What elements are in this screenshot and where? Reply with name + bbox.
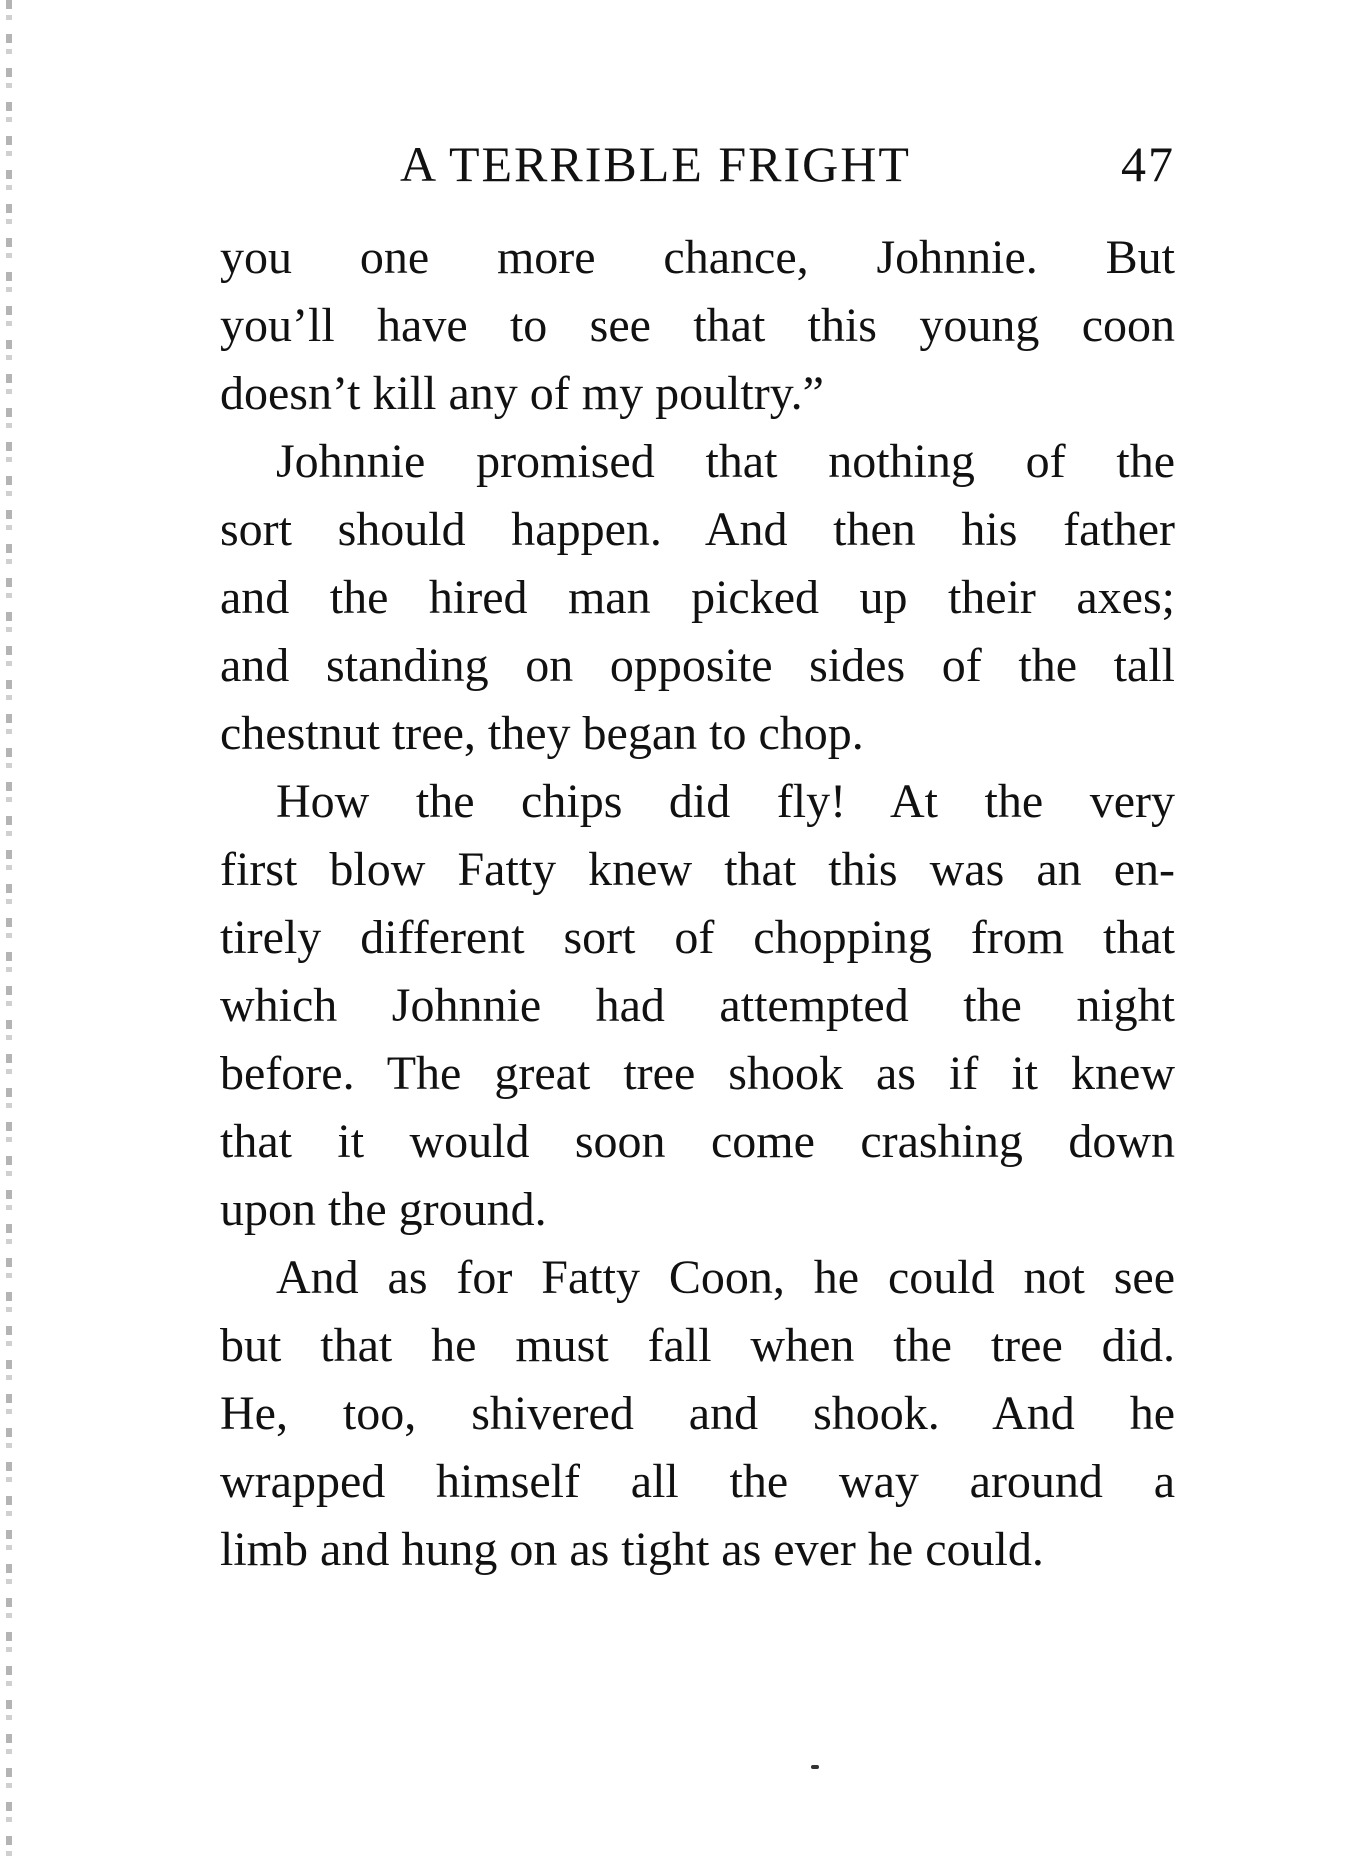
text-line: He, too, shivered and shook. And he — [220, 1387, 1175, 1440]
text-line: sort should happen. And then his father — [220, 503, 1175, 556]
text-line: you’ll have to see that this young coon — [220, 299, 1175, 352]
text-line: that it would soon come crashing down — [220, 1115, 1175, 1168]
paragraph — [220, 428, 1175, 768]
text-line: and standing on opposite sides of the tall — [220, 639, 1175, 692]
text-line: tirely different sort of chopping from that — [220, 911, 1175, 964]
paragraph — [220, 224, 1175, 428]
ink-speck — [811, 1765, 819, 1769]
paragraph — [220, 1244, 1175, 1584]
text-line: and the hired man picked up their axes; — [220, 571, 1175, 624]
body-text — [220, 224, 1175, 1584]
text-line: you one more chance, Johnnie. But — [220, 231, 1175, 284]
text-line: chestnut tree, they began to chop. — [220, 707, 864, 760]
text-line: before. The great tree shook as if it knew — [220, 1047, 1175, 1100]
text-line: And as for Fatty Coon, he could not see — [276, 1251, 1175, 1304]
text-line: first blow Fatty knew that this was an en- — [220, 843, 1175, 896]
paragraph — [220, 768, 1175, 1244]
text-line: wrapped himself all the way around a — [220, 1455, 1175, 1508]
text-line: Johnnie promised that nothing of the — [276, 435, 1175, 488]
text-line: limb and hung on as tight as ever he could. — [220, 1523, 1044, 1576]
text-line: doesn’t kill any of my poultry.” — [220, 367, 824, 420]
text-line: which Johnnie had attempted the night — [220, 979, 1175, 1032]
text-line: How the chips did fly! At the very — [276, 775, 1175, 828]
running-head — [220, 132, 1175, 196]
running-head-title: A TERRIBLE FRIGHT — [400, 136, 911, 192]
text-line: upon the ground. — [220, 1183, 547, 1236]
binding-edge — [6, 0, 12, 1868]
page-number: 47 — [1121, 136, 1175, 192]
text-line: but that he must fall when the tree did. — [220, 1319, 1175, 1372]
